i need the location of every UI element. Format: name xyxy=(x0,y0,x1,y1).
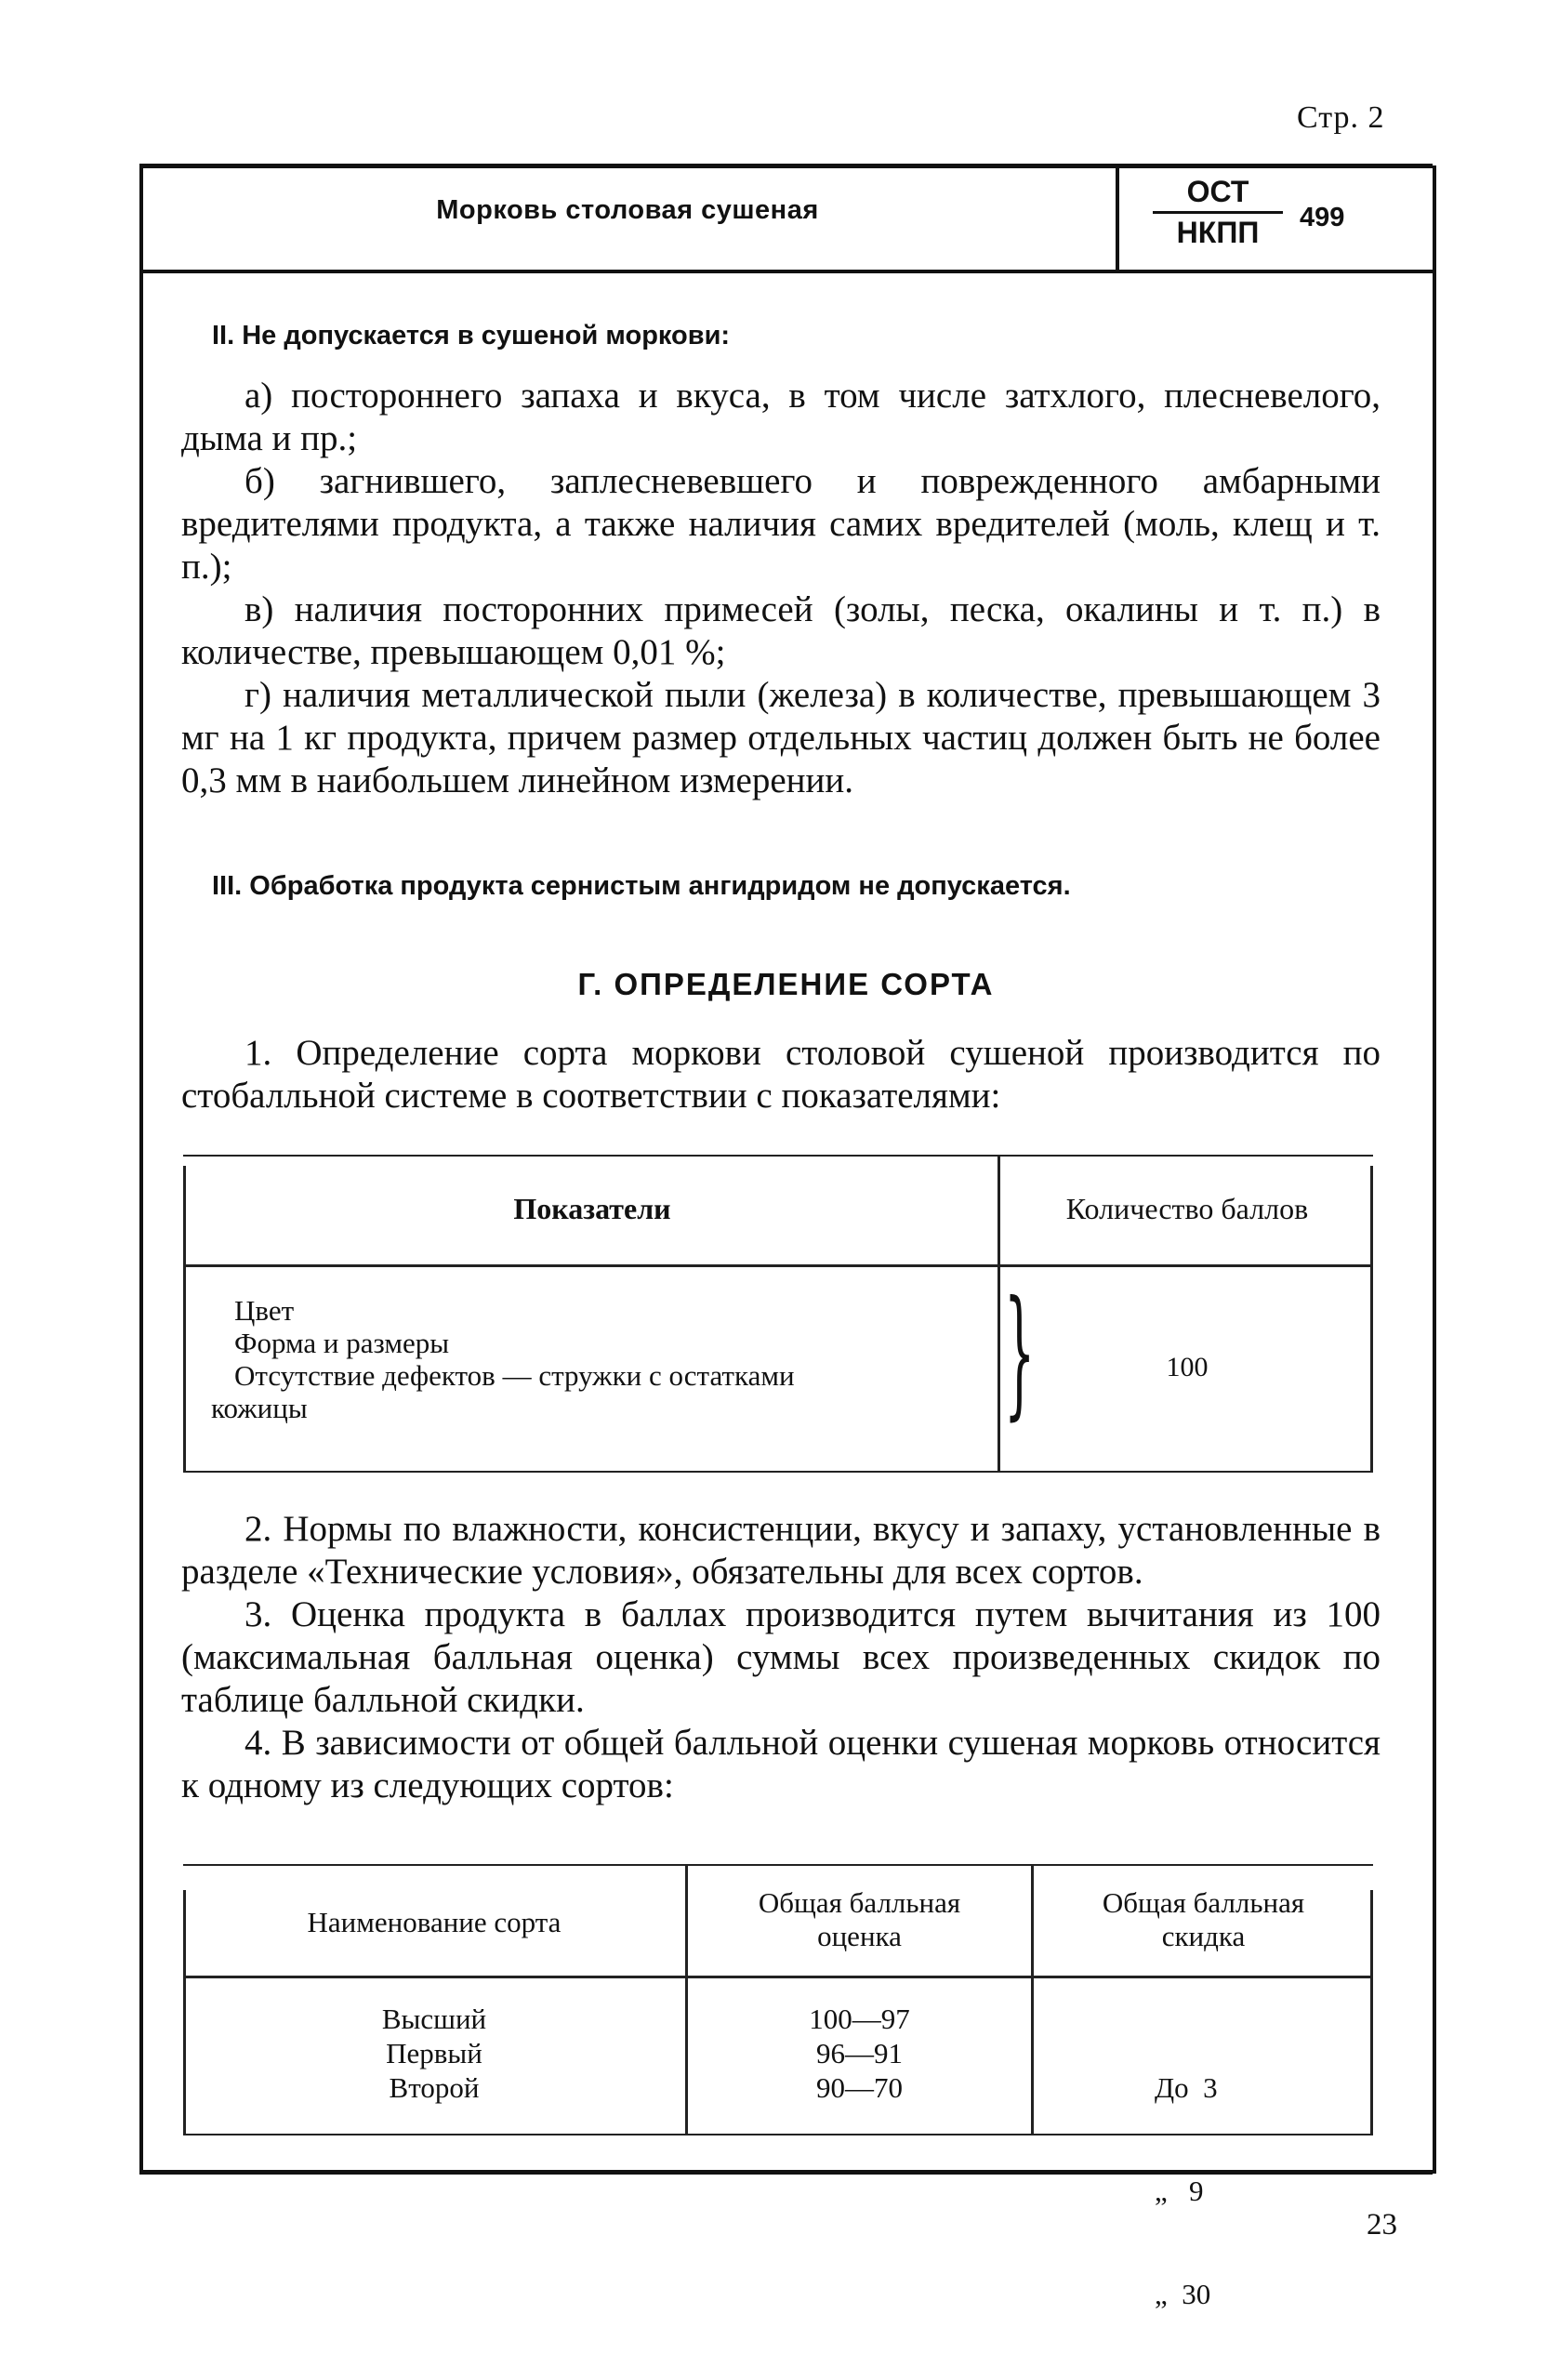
grade-name: Первый xyxy=(386,2037,482,2069)
table-header-points: Количество баллов xyxy=(1065,1192,1309,1225)
indicators-table xyxy=(183,1155,1373,1473)
table-rule xyxy=(183,1976,1373,1978)
grades-header-discount-line1: Общая балльная xyxy=(1102,1886,1305,1919)
grade-score: 90—70 xyxy=(816,2071,903,2104)
section-ii-items xyxy=(181,375,1381,802)
grade-names xyxy=(183,2002,685,2105)
page-number: 23 xyxy=(1367,2208,1397,2241)
paragraph-4: 4. В зависимости от общей балльной оценки сушеная морковь относится к одному из следующих сортов: xyxy=(181,1723,1381,1805)
section-iii-heading: III. Обработка продукта сернистым ангидридом не допускается. xyxy=(212,871,1071,901)
paragraph-1-text: 1. Определение сорта моркови столовой сушеной производится по стобалльной системе в соответствии с показателями: xyxy=(181,1033,1381,1116)
section-g-heading: Г. ОПРЕДЕЛЕНИЕ СОРТА xyxy=(577,967,995,1001)
grades-header-score xyxy=(688,1886,1031,1953)
indicator-list xyxy=(211,1294,973,1424)
item-v: в) наличия посторонних примесей (золы, песка, окалины и т. п.) в количестве, превышающем 0,01 %; xyxy=(181,589,1381,672)
table-rule xyxy=(183,1864,1373,1866)
grade-discount: До 3 xyxy=(1155,2071,1218,2104)
grades-header-score-line1: Общая балльная xyxy=(758,1886,961,1919)
item-g: г) наличия металлической пыли (железа) в количестве, превышающем 3 мг на 1 кг продукта, причем размер отдельных частиц должен быть не более 0,3 мм в наибольшем линейном измерении. xyxy=(181,675,1381,800)
page-label: Стр. 2 xyxy=(1297,100,1385,135)
grade-scores xyxy=(688,2002,1031,2105)
table-rule xyxy=(183,1155,1373,1157)
paragraphs-2-4 xyxy=(181,1508,1381,1807)
table-rule xyxy=(183,1264,1373,1267)
grades-header-score-line2: оценка xyxy=(817,1920,902,1952)
section-ii-heading: II. Не допускается в сушеной моркови: xyxy=(212,321,731,350)
grade-discount: „ 30 xyxy=(1155,2278,1211,2310)
grade-discount: „ 9 xyxy=(1155,2175,1204,2207)
standard-code-bottom: НКПП xyxy=(1176,216,1260,249)
top-rule xyxy=(139,164,1433,168)
grade-score: 96—91 xyxy=(816,2037,903,2069)
header-divider xyxy=(1116,168,1119,270)
grades-header-discount-line2: скидка xyxy=(1161,1920,1246,1952)
indicator-defects: Отсутствие дефектов — стружки с остатками xyxy=(234,1359,795,1392)
table-header-indicators: Показатели xyxy=(513,1192,671,1225)
document-title: Морковь столовая сушеная xyxy=(436,195,819,225)
indicator-shape: Форма и размеры xyxy=(234,1327,450,1359)
grades-header-discount xyxy=(1034,1886,1373,1953)
grade-name: Высший xyxy=(381,2003,487,2035)
grades-table xyxy=(183,1864,1373,2310)
paragraph-2: 2. Нормы по влажности, консистенции, вкусу и запаху, установленные в разделе «Технические условия», обязательны для всех сортов. xyxy=(181,1509,1381,1592)
grade-discounts xyxy=(1155,2002,1341,2380)
item-b: б) загнившего, заплесневевшего и поврежденного амбарными вредителями продукта, а также наличия самих вредителей (моль, клещ и т. п.); xyxy=(181,461,1381,587)
table-rule xyxy=(183,1471,1373,1473)
points-value: 100 xyxy=(1166,1352,1209,1382)
grade-name: Второй xyxy=(389,2071,480,2104)
grades-header-name: Наименование сорта xyxy=(307,1906,562,1938)
brace-glyph: } xyxy=(1004,1272,1036,1434)
item-a: а) постороннего запаха и вкуса, в том числе затхлого, плесневелого, дыма и пр.; xyxy=(181,376,1381,458)
paragraph-1 xyxy=(181,1032,1381,1117)
grade-score: 100—97 xyxy=(809,2003,910,2035)
paragraph-3: 3. Оценка продукта в баллах производится путем вычитания из 100 (максимальная балльная оценка) суммы всех произведенных скидок по таблице балльной скидки. xyxy=(181,1594,1381,1720)
standard-code-top: ОСТ xyxy=(1153,175,1283,214)
standard-code xyxy=(1153,175,1283,250)
header-rule xyxy=(139,270,1433,273)
indicator-defects-cont: кожицы xyxy=(211,1392,308,1424)
standard-number: 499 xyxy=(1300,203,1345,232)
indicator-color: Цвет xyxy=(234,1294,295,1327)
